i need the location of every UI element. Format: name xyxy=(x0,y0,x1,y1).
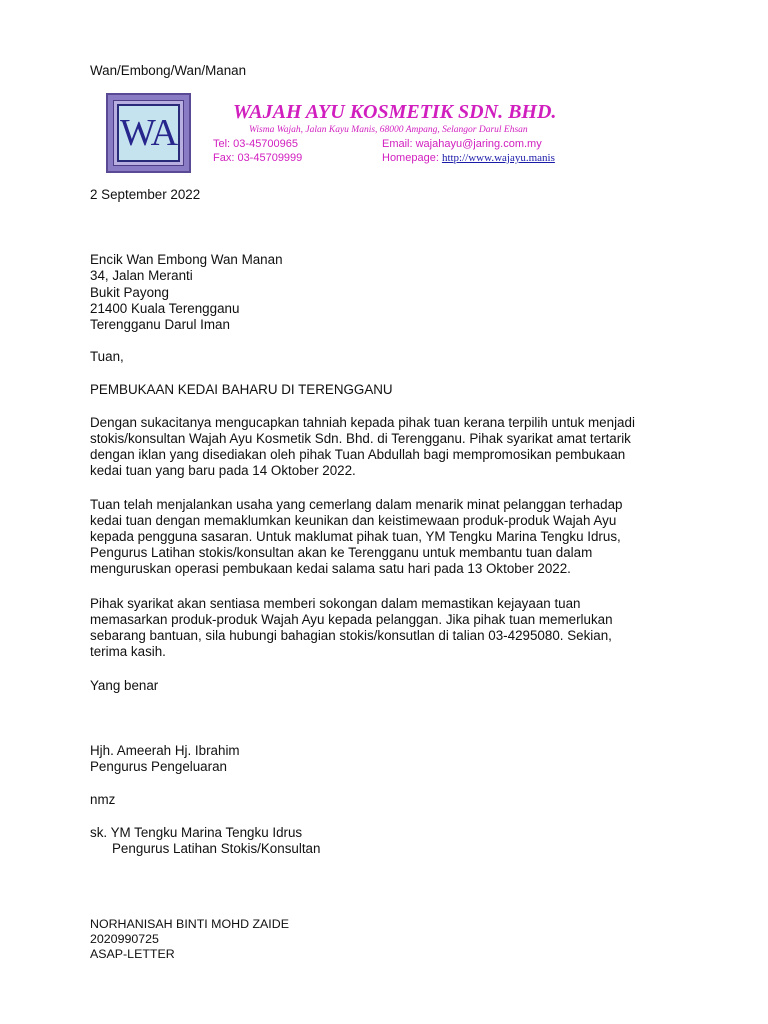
homepage-link[interactable]: http://www.wajayu.manis xyxy=(441,152,555,164)
homepage-label: Homepage: xyxy=(382,152,442,164)
recipient-line: 34, Jalan Meranti xyxy=(90,268,193,283)
recipient-line: 21400 Kuala Terengganu xyxy=(90,301,240,316)
company-address: Wisma Wajah, Jalan Kayu Manis, 68000 Ampang, Selangor Darul Ehsan xyxy=(249,125,528,135)
footer-label: ASAP-LETTER xyxy=(90,947,175,961)
company-tel: Tel: 03-45700965 xyxy=(213,138,299,150)
paragraph-line: menguruskan operasi pembukaan kedai salama satu hari pada 13 Oktober 2022. xyxy=(90,561,571,576)
typist-initials: nmz xyxy=(90,792,116,807)
header-reference: Wan/Embong/Wan/Manan xyxy=(90,63,247,78)
company-logo xyxy=(106,93,191,173)
subject-line: PEMBUKAAN KEDAI BAHARU DI TERENGGANU xyxy=(90,382,393,397)
signatory-title: Pengurus Pengeluaran xyxy=(90,759,227,774)
footer-id: 2020990725 xyxy=(90,932,159,946)
cc-line: sk. YM Tengku Marina Tengku Idrus xyxy=(90,825,303,840)
paragraph-line: stokis/konsultan Wajah Ayu Kosmetik Sdn. Bhd. di Terengganu. Pihak syarikat amat tertarik xyxy=(90,431,631,446)
paragraph-line: Dengan sukacitanya mengucapkan tahniah kepada pihak tuan kerana terpilih untuk menjadi xyxy=(90,415,635,430)
body-paragraph-1 xyxy=(90,415,690,479)
signatory-name: Hjh. Ameerah Hj. Ibrahim xyxy=(90,743,240,758)
paragraph-line: Pengurus Latihan stokis/konsultan akan ke Terengganu untuk membantu tuan dalam xyxy=(90,545,593,560)
body-paragraph-2 xyxy=(90,497,690,577)
company-name: WAJAH AYU KOSMETIK SDN. BHD. xyxy=(233,101,557,123)
paragraph-line: dengan iklan yang disediakan oleh pihak Tuan Abdullah bagi mempromosikan pembukaan xyxy=(90,447,626,462)
logo-text: WA xyxy=(117,104,180,162)
paragraph-line: sebarang bantuan, sila hubungi bahagian stokis/konsutlan di talian 03-4295080. Sekian, xyxy=(90,628,612,643)
recipient-line: Encik Wan Embong Wan Manan xyxy=(90,252,283,267)
paragraph-line: Pihak syarikat akan sentiasa memberi sokongan dalam memastikan kejayaan tuan xyxy=(90,596,581,611)
paragraph-line: kedai tuan yang baru pada 14 Oktober 2022. xyxy=(90,463,356,478)
salutation: Tuan, xyxy=(90,349,124,364)
closing: Yang benar xyxy=(90,678,159,693)
recipient-line: Bukit Payong xyxy=(90,285,169,300)
cc-title: Pengurus Latihan Stokis/Konsultan xyxy=(112,841,321,856)
paragraph-line: memasarkan produk-produk Wajah Ayu kepada pelanggan. Jika pihak tuan memerlukan xyxy=(90,612,613,627)
recipient-line: Terengganu Darul Iman xyxy=(90,317,230,332)
letter-date: 2 September 2022 xyxy=(90,187,201,202)
footer-name: NORHANISAH BINTI MOHD ZAIDE xyxy=(90,917,289,931)
company-fax: Fax: 03-45709999 xyxy=(213,152,303,164)
paragraph-line: kedai tuan dengan memaklumkan keunikan dan keistimewaan produk-produk Wajah Ayu xyxy=(90,513,617,528)
paragraph-line: Tuan telah menjalankan usaha yang cemerlang dalam menarik minat pelanggan terhadap xyxy=(90,497,623,512)
company-email: Email: wajahayu@jaring.com.my xyxy=(382,138,542,150)
body-paragraph-3 xyxy=(90,596,690,660)
paragraph-line: terima kasih. xyxy=(90,644,166,659)
company-homepage xyxy=(382,152,555,165)
paragraph-line: kepada pengguna sasaran. Untuk maklumat pihak tuan, YM Tengku Marina Tengku Idrus, xyxy=(90,529,621,544)
